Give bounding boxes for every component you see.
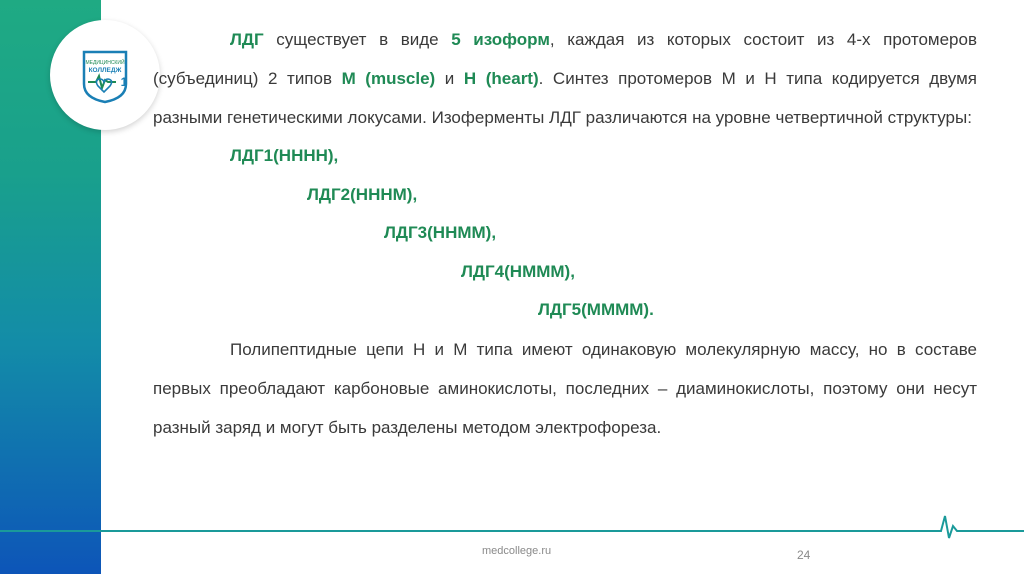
isoform-ldh4: ЛДГ4(НМММ), [461,261,575,281]
ldh-term: ЛДГ [230,30,264,49]
logo-number: 1 [120,75,128,89]
intro-paragraph [153,20,977,137]
isoform-ldh3: ЛДГ3(ННММ), [384,223,497,242]
slide-content [153,20,977,447]
heart-highlight: Н (heart) [463,69,539,88]
logo-text-line1: МЕДИЦИНСКИЙ [85,60,125,66]
logo-text-line2: КОЛЛЕДЖ [88,67,122,74]
college-logo-icon [74,44,136,106]
five-isoforms-highlight: 5 изоформ [451,30,550,49]
page-number: 24 [797,548,811,562]
isoform-ldh2: ЛДГ2(НННМ), [307,184,418,204]
paragraph1-text-4: . Синтез протомеров М и Н типа кодируется двумя разными генетическими локусами. Изоферменты ЛДГ различаются на уровне четвертичной структуры: [153,69,977,127]
paragraph1-text-2: , каждая из которых состоит из 4-х протомеров (субъединиц) 2 типов [153,30,977,88]
isoform-ldh5: ЛДГ5(ММММ). [538,300,654,319]
electrophoresis-paragraph: Полипептидные цепи Н и М типа имеют одинаковую молекулярную массу, но в составе первых преобладают карбоновые аминокислоты, последних – диаминокислоты, поэтому они несут разный заряд и могут быть разделены методом электрофореза. [153,339,977,437]
muscle-highlight: М (muscle) [341,69,436,88]
isoform-ldh1: ЛДГ1(НННН), [230,146,339,165]
paragraph1-text-3: и [435,69,464,88]
paragraph1-text-1: существует в виде [263,30,452,49]
logo-badge [50,20,160,130]
heartbeat-divider [0,510,1024,540]
footer-url: medcollege.ru [482,545,552,557]
